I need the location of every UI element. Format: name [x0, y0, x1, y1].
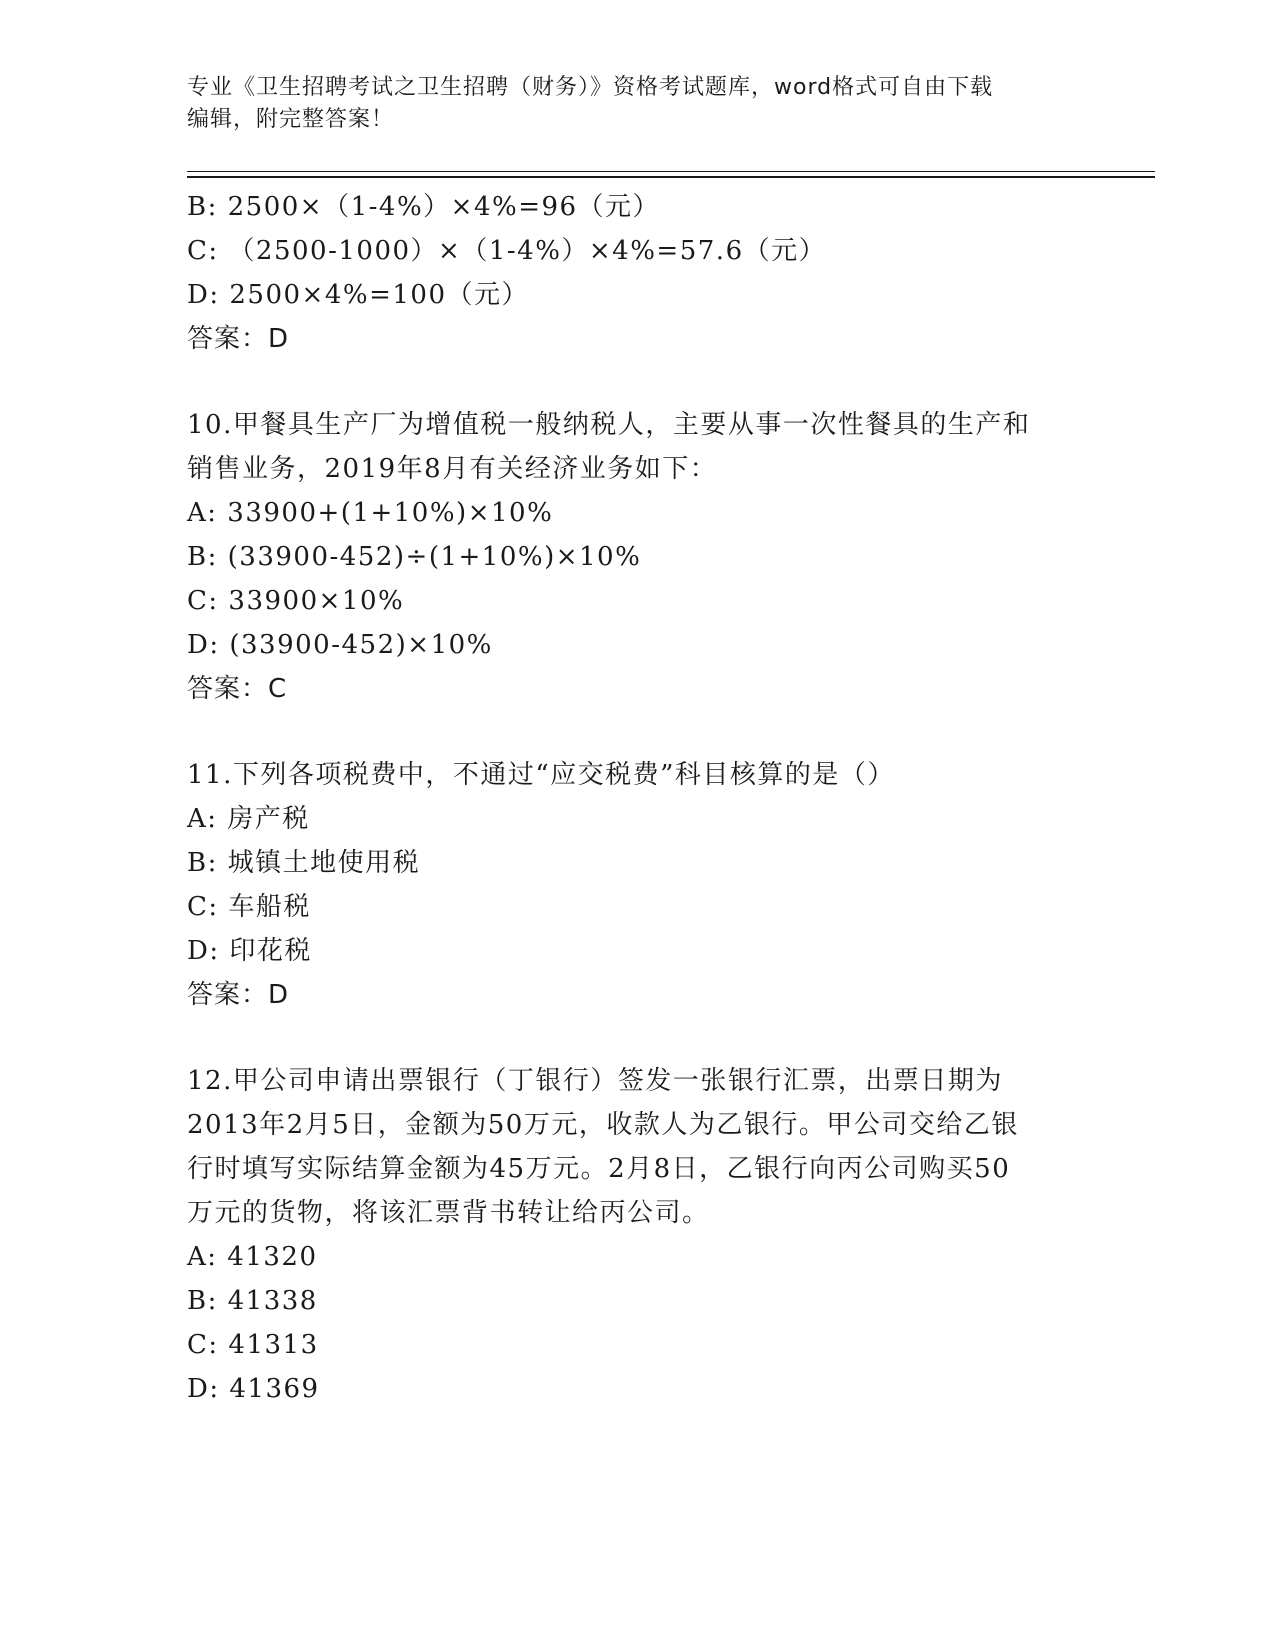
q11-option-a: A: 房产税 [187, 804, 310, 834]
q9-option-d: D: 2500×4%=100（元） [187, 280, 529, 310]
q11-option-c: C: 车船税 [187, 892, 311, 922]
q11-option-b: B: 城镇土地使用税 [187, 848, 421, 878]
q10-stem-line-1: 10.甲餐具生产厂为增值税一般纳税人，主要从事一次性餐具的生产和 [187, 410, 1031, 440]
q12-option-c: C: 41313 [187, 1330, 319, 1360]
q12-stem-line-2: 2013年2月5日，金额为50万元，收款人为乙银行。甲公司交给乙银 [187, 1110, 1019, 1140]
q10-option-d: D: (33900-452)×10% [187, 630, 493, 660]
q12-option-a: A: 41320 [187, 1242, 318, 1272]
q11-answer: 答案：D [187, 980, 290, 1010]
q9-option-b: B: 2500×（1-4%）×4%=96（元） [187, 192, 661, 222]
q10-option-b: B: (33900-452)÷(1+10%)×10% [187, 542, 642, 572]
q12-stem-line-1: 12.甲公司申请出票银行（丁银行）签发一张银行汇票，出票日期为 [187, 1066, 1003, 1096]
q12-option-b: B: 41338 [187, 1286, 318, 1316]
q10-stem-line-2: 销售业务，2019年8月有关经济业务如下： [187, 454, 718, 484]
q9-answer: 答案：D [187, 324, 290, 354]
q11-option-d: D: 印花税 [187, 936, 312, 966]
q12-option-d: D: 41369 [187, 1374, 320, 1404]
document-header [187, 72, 1087, 136]
q10-option-c: C: 33900×10% [187, 586, 405, 616]
header-line-2: 编辑，附完整答案！ [187, 107, 395, 132]
header-divider-bottom [187, 176, 1155, 178]
header-line-1: 专业《卫生招聘考试之卫生招聘（财务）》资格考试题库，word格式可自由下载 [187, 75, 994, 100]
q11-stem-line-1: 11.下列各项税费中，不通过“应交税费”科目核算的是（） [187, 760, 895, 790]
q12-stem-line-3: 行时填写实际结算金额为45万元。2月8日，乙银行向丙公司购买50 [187, 1154, 1011, 1184]
header-divider-top [187, 171, 1155, 172]
q10-answer: 答案：C [187, 674, 288, 704]
q10-option-a: A: 33900+(1+10%)×10% [187, 498, 554, 528]
q9-option-c: C: （2500-1000）×（1-4%）×4%=57.6（元） [187, 236, 827, 266]
q12-stem-line-4: 万元的货物，将该汇票背书转让给丙公司。 [187, 1198, 710, 1228]
